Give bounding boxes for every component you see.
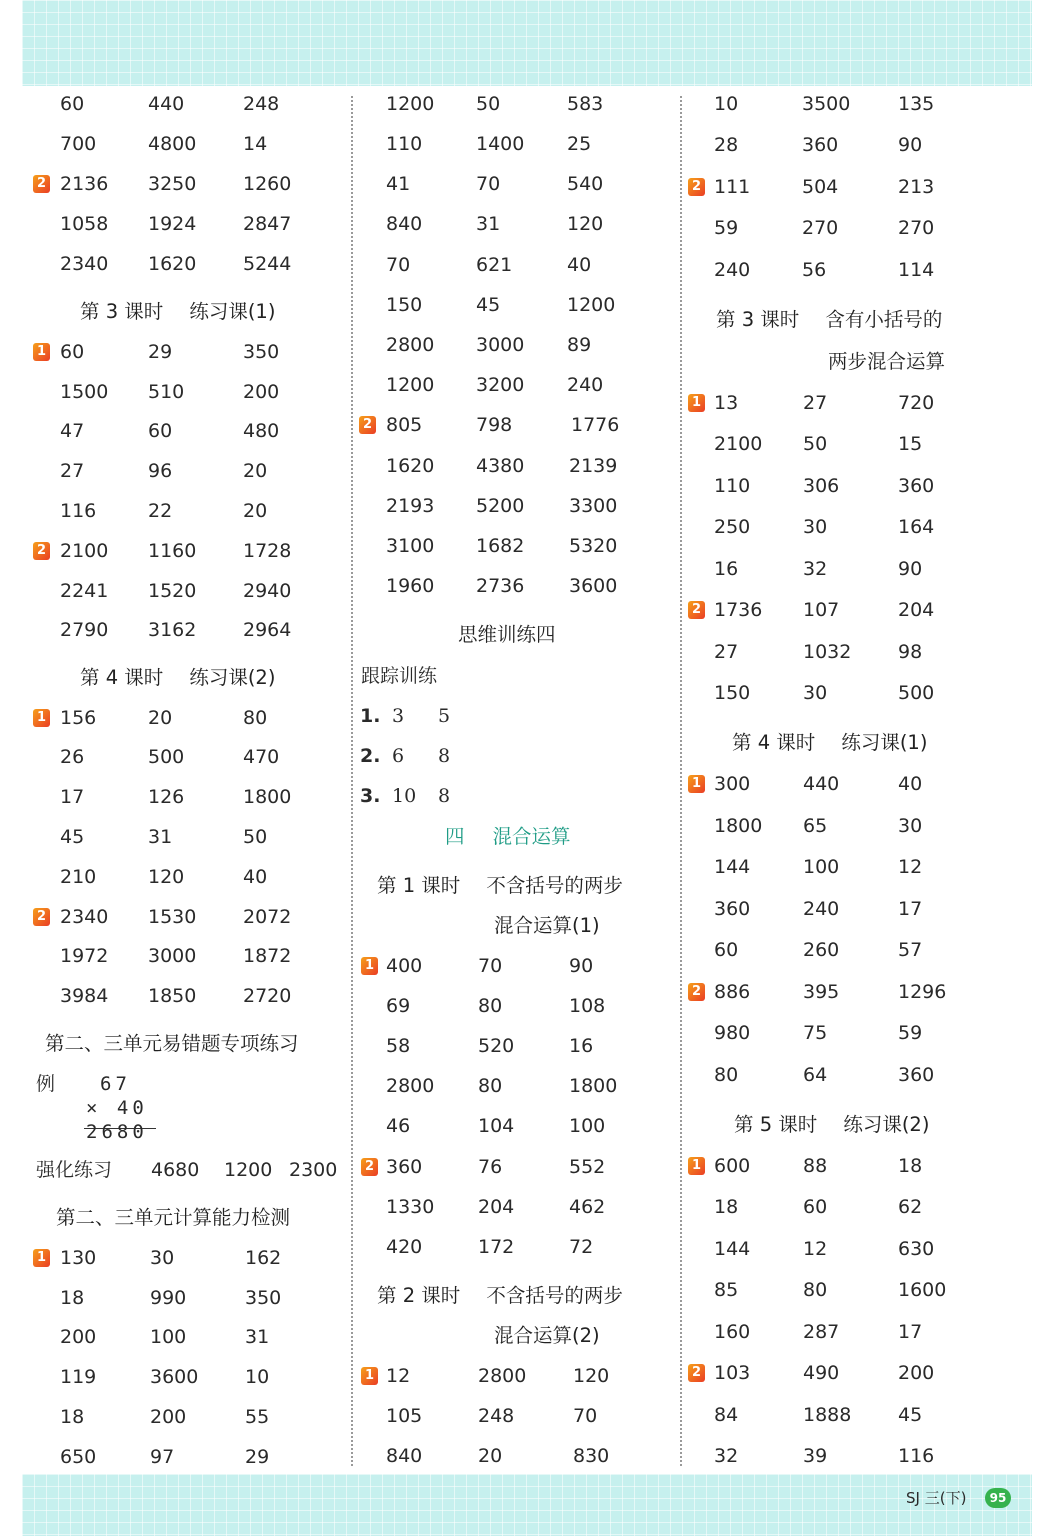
bottom-banner	[22, 1474, 1032, 1536]
question-1-badge: 1	[33, 343, 50, 361]
question-1-badge: 1	[361, 957, 378, 975]
reinforce-label: 强化练习	[36, 1159, 113, 1181]
question-1-badge: 1	[361, 1367, 378, 1385]
unit-heading: 四 混合运算	[445, 825, 571, 848]
section-heading: 第二、三单元易错题专项练习	[45, 1032, 299, 1055]
multiplicand: 67	[100, 1073, 131, 1095]
section-heading: 第 3 课时 含有小括号的	[716, 308, 943, 331]
question-1-badge: 1	[33, 1249, 50, 1267]
question-2-badge: 2	[359, 416, 376, 434]
question-2-badge: 2	[688, 983, 705, 1001]
question-2-badge: 2	[33, 908, 50, 926]
question-2-badge: 2	[33, 175, 50, 193]
section-heading: 第 2 课时 不含括号的两步	[377, 1284, 623, 1307]
question-1-badge: 1	[33, 709, 50, 727]
question-1-badge: 1	[688, 394, 705, 412]
section-heading: 第 1 课时 不含括号的两步	[377, 874, 623, 897]
section-heading: 第 4 课时 练习课(1)	[732, 731, 928, 754]
track-practice-label: 跟踪训练	[361, 665, 438, 687]
section-heading-cont: 两步混合运算	[828, 350, 946, 373]
question-2-badge: 2	[688, 178, 705, 196]
question-2-badge: 2	[688, 601, 705, 619]
section-heading: 思维训练四	[458, 623, 556, 646]
question-2-badge: 2	[361, 1158, 378, 1176]
section-heading-cont: 混合运算(1)	[494, 914, 600, 937]
example-label: 例	[36, 1073, 56, 1095]
section-heading: 第 3 课时 练习课(1)	[80, 300, 276, 323]
section-heading: 第 4 课时 练习课(2)	[80, 666, 276, 689]
column-divider	[680, 96, 682, 1466]
section-heading: 第二、三单元计算能力检测	[56, 1206, 291, 1229]
column-divider	[351, 96, 353, 1466]
section-heading-cont: 混合运算(2)	[494, 1324, 600, 1347]
product: 2680	[86, 1121, 148, 1143]
page-number: 95	[985, 1488, 1011, 1508]
question-1-badge: 1	[688, 1157, 705, 1175]
question-1-badge: 1	[688, 775, 705, 793]
grade-label: SJ 三(下)	[906, 1489, 967, 1507]
section-heading: 第 5 课时 练习课(2)	[734, 1113, 930, 1136]
multiplier: × 40	[86, 1097, 148, 1119]
top-banner	[22, 0, 1032, 86]
question-2-badge: 2	[33, 542, 50, 560]
question-2-badge: 2	[688, 1364, 705, 1382]
